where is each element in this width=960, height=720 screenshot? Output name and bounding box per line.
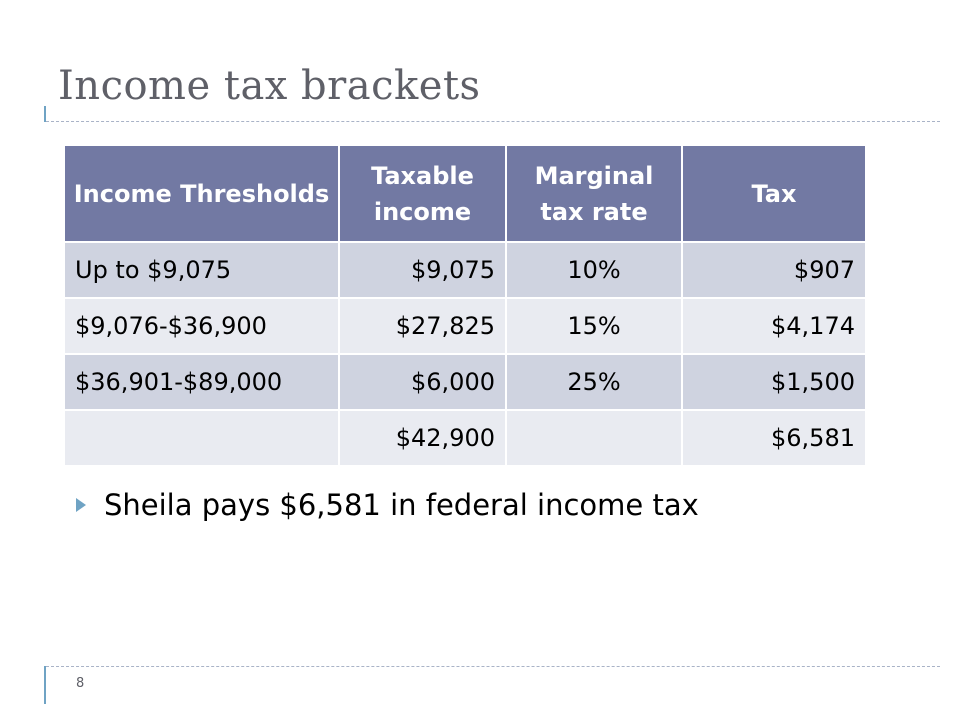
bullet-item bbox=[76, 488, 699, 522]
slide-title: Income tax brackets bbox=[58, 63, 481, 109]
cell-total-tax: $6,581 bbox=[682, 410, 865, 465]
bottom-accent-line bbox=[44, 666, 46, 704]
table-row bbox=[65, 354, 865, 410]
triangle-bullet-icon bbox=[76, 498, 86, 512]
cell-taxable-income: $27,825 bbox=[339, 298, 506, 354]
table-row bbox=[65, 242, 865, 298]
header-taxable-income: Taxable income bbox=[339, 146, 506, 242]
cell-threshold: $9,076-$36,900 bbox=[65, 298, 339, 354]
header-marginal-tax-rate: Marginal tax rate bbox=[506, 146, 682, 242]
page-number: 8 bbox=[76, 676, 85, 691]
cell-marginal-rate: 15% bbox=[506, 298, 682, 354]
header-tax: Tax bbox=[682, 146, 865, 242]
table-row bbox=[65, 298, 865, 354]
cell-threshold bbox=[65, 410, 339, 465]
top-accent-line bbox=[44, 106, 46, 122]
tax-brackets-table bbox=[65, 146, 865, 465]
table-header-row bbox=[65, 146, 865, 242]
cell-marginal-rate bbox=[506, 410, 682, 465]
table-total-row bbox=[65, 410, 865, 465]
cell-tax: $4,174 bbox=[682, 298, 865, 354]
cell-marginal-rate: 25% bbox=[506, 354, 682, 410]
header-income-thresholds: Income Thresholds bbox=[65, 146, 339, 242]
cell-taxable-income: $6,000 bbox=[339, 354, 506, 410]
cell-threshold: Up to $9,075 bbox=[65, 242, 339, 298]
cell-marginal-rate: 10% bbox=[506, 242, 682, 298]
footer-divider bbox=[46, 666, 940, 667]
title-divider bbox=[46, 121, 940, 122]
cell-tax: $1,500 bbox=[682, 354, 865, 410]
cell-threshold: $36,901-$89,000 bbox=[65, 354, 339, 410]
bullet-text: Sheila pays $6,581 in federal income tax bbox=[104, 488, 699, 522]
cell-total-taxable-income: $42,900 bbox=[339, 410, 506, 465]
cell-taxable-income: $9,075 bbox=[339, 242, 506, 298]
cell-tax: $907 bbox=[682, 242, 865, 298]
